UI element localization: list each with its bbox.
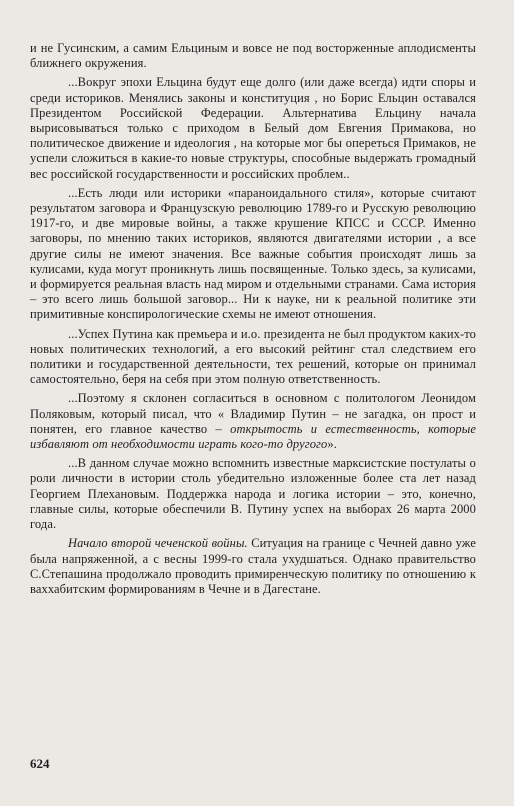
- paragraph-putin-success: ...Успех Путина как премьера и и.о. президента не был продуктом каких-то новых политических технологий, а его высокий рейтинг стал следствием его политики и государственной деятельности, тех решений, которые он принимал самостоятельно, беря на себя при этом полную ответственность.: [30, 326, 476, 387]
- chechen-war-text: Ситуация на границе с Чечней давно уже была напряженной, а с весны 1999-го стала ухудшаться. Однако правительство С.Степашина продолжало проводить примиренческую политику по отношению к ваххабитским формированиям в Чечне и в Дагестане.: [30, 536, 476, 596]
- paragraph-chechen-war: [30, 536, 476, 597]
- paragraph-conspiracy-historians: ...Есть люди или историки «параноидального стиля», которые считают результатом заговора и Французскую революцию 1789-го и Русскую революцию 1917-го, и две мировые войны, а также крушение КПСС и СССР. Именно заговоры, по мнению таких историков, являются двигателями истории , а все другие силы не имеют значения. Все важные события происходят лишь за кулисами, куда могут проникнуть лишь посвященные. Только здесь, за кулисами, и формируется реальная власть над миром и отдельными странами. Сама история – это всего лишь большой заговор... Ни к науке, ни к реальной политике эти примитивные конспирологические схемы не имеют отношения.: [30, 185, 476, 322]
- paragraph-yeltsin-era: ...Вокруг эпохи Ельцина будут еще долго (или даже всегда) идти споры и среди историков. Менялись законы и конституция , но Борис Ельцин оставался Президентом Российской Федерации. Альтернатива Ельцину начала вырисовываться только с приходом в Белый дом Евгения Примакова, но политическое движение и идеология , на которые мог бы опереться Примаков, не успели сложиться в какие-то новые структуры, способные выдержать громадный вес российской государственности и российских проблем..: [30, 75, 476, 181]
- paragraph-plekhanov: ...В данном случае можно вспомнить известные марксистские постулаты о роли личности в истории столь убедительно изложенные более ста лет назад Георгием Плехановым. Поддержка народа и логика истории – это, конечно, главные силы, которые обеспечили В. Путину успех на выборах 26 марта 2000 года.: [30, 456, 476, 532]
- paragraph-continuation: и не Гусинским, а самим Ельциным и вовсе не под восторженные аплодисменты ближнего окружения.: [30, 41, 476, 71]
- page-body-text: [30, 41, 476, 601]
- quote-closing-text: ».: [327, 437, 337, 452]
- paragraph-polyakov-quote: [30, 391, 476, 452]
- section-heading-italic: Начало второй чеченской войны.: [68, 536, 248, 551]
- page-number: 624: [30, 756, 50, 771]
- quote-lead-text: ...Поэтому я склонен согласиться в основном с политологом Леонидом Поляковым, который писал, что « Владимир Путин – не загадка, он прост и понятен, его главное качество –: [30, 391, 476, 436]
- quote-italic-text: открытость и естественность, которые избавляют от необходимости играть кого-то другого: [30, 421, 476, 452]
